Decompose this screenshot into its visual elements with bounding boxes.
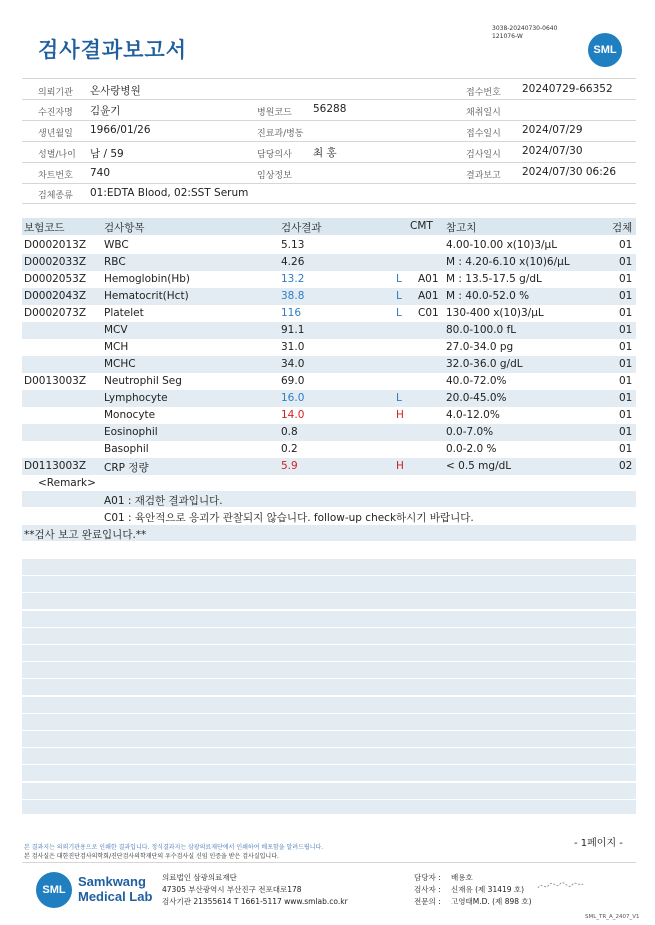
cell-spec: 01: [619, 256, 633, 268]
sampling-date-label: 채취일시: [466, 108, 501, 118]
empty-row: [22, 765, 636, 781]
staff-value: 배용호: [451, 873, 473, 882]
page-title: 검사결과보고서: [38, 38, 188, 62]
header-cmt: CMT: [410, 220, 433, 232]
cell-item: MCH: [104, 341, 129, 353]
sml-logo: SML: [588, 33, 622, 67]
table-row: [22, 373, 636, 390]
cell-item: Eosinophil: [104, 426, 158, 438]
cell-spec: 01: [619, 307, 633, 319]
table-row: [22, 441, 636, 458]
cell-spec: 01: [619, 426, 633, 438]
test-date-label: 검사일시: [466, 150, 501, 160]
cell-item: Monocyte: [104, 409, 156, 421]
cell-result: 5.9: [281, 460, 298, 472]
cell-ref: 0.0-7.0%: [446, 426, 494, 438]
empty-row: [22, 679, 636, 695]
cell-result: 16.0: [281, 392, 305, 404]
cell-spec: 02: [619, 460, 633, 472]
empty-row: [22, 748, 636, 764]
hospital-code-label: 병원코드: [257, 108, 292, 118]
cell-result: 4.26: [281, 256, 305, 268]
institution-value: 온사랑병원: [90, 85, 141, 97]
specialist-label: 전문의 :: [414, 897, 441, 906]
empty-row: [22, 714, 636, 730]
doctor-label: 담당의사: [257, 150, 292, 160]
table-row: [22, 237, 636, 254]
specialist-value: 고영태M.D. (제 898 호): [451, 897, 532, 906]
cell-flag: L: [396, 392, 402, 404]
header-item: 검사항목: [104, 222, 145, 234]
cell-ref: M : 4.20-6.10 x(10)6/μL: [446, 256, 570, 268]
cell-flag: H: [396, 409, 404, 421]
brand-name: Samkwang Medical Lab: [78, 874, 153, 904]
cell-code: D0002013Z: [24, 239, 87, 251]
cell-result: 69.0: [281, 375, 305, 387]
chart-no-label: 차트번호: [38, 171, 73, 181]
table-row: [22, 356, 636, 373]
table-row: [22, 407, 636, 424]
empty-row: [22, 593, 636, 609]
receipt-date-label: 접수일시: [466, 129, 501, 139]
cell-item: Hemoglobin(Hb): [104, 273, 191, 285]
cell-flag: L: [396, 307, 402, 319]
cell-spec: 01: [619, 375, 633, 387]
cell-item: MCHC: [104, 358, 136, 370]
table-row: [22, 322, 636, 339]
cell-spec: 01: [619, 443, 633, 455]
table-row: [22, 424, 636, 441]
hospital-code-value: 56288: [313, 103, 347, 115]
table-row: [22, 305, 636, 322]
cell-result: 0.8: [281, 426, 298, 438]
sml-footer-logo: SML: [36, 872, 72, 908]
cell-ref: 4.00-10.00 x(10)3/μL: [446, 239, 558, 251]
empty-row: [22, 559, 636, 575]
cell-item: Basophil: [104, 443, 149, 455]
cell-spec: 01: [619, 341, 633, 353]
cell-spec: 01: [619, 409, 633, 421]
cell-code: D0013003Z: [24, 375, 87, 387]
cell-result: 13.2: [281, 273, 305, 285]
name-value: 김윤기: [90, 105, 121, 117]
sex-age-value: 남 / 59: [90, 148, 124, 160]
cell-result: 38.8: [281, 290, 305, 302]
doctor-value: 최 홍: [313, 147, 337, 159]
report-date-value: 2024/07/30 06:26: [522, 166, 617, 178]
empty-row: [22, 800, 636, 814]
divider: [22, 141, 636, 142]
name-label: 수진자명: [38, 108, 73, 118]
receipt-no-label: 접수번호: [466, 88, 501, 98]
cell-spec: 01: [619, 324, 633, 336]
cell-code: D0002033Z: [24, 256, 87, 268]
cell-item: WBC: [104, 239, 129, 251]
cell-code: D0002043Z: [24, 290, 87, 302]
empty-row: [22, 628, 636, 644]
divider: [22, 203, 636, 204]
cell-flag: H: [396, 460, 404, 472]
empty-row: [22, 697, 636, 713]
table-row: [22, 288, 636, 305]
empty-row: [22, 645, 636, 661]
cell-ref: 4.0-12.0%: [446, 409, 500, 421]
cell-result: 116: [281, 307, 302, 319]
cell-result: 0.2: [281, 443, 298, 455]
report-complete: **검사 보고 완료입니다.**: [24, 529, 147, 541]
birth-value: 1966/01/26: [90, 124, 151, 136]
cell-result: 5.13: [281, 239, 305, 251]
footer-note-2: 본 검사실은 대한진단검사의학회/진단검사의학재단의 우수검사실 신임 인증을 받은 검사실입니다.: [24, 853, 279, 860]
cell-spec: 01: [619, 290, 633, 302]
receipt-no-value: 20240729-66352: [522, 83, 613, 95]
cell-ref: 130-400 x(10)3/μL: [446, 307, 544, 319]
test-date-value: 2024/07/30: [522, 145, 583, 157]
cell-result: 14.0: [281, 409, 305, 421]
remark-c01: C01 : 육안적으로 응괴가 관찰되지 않습니다. follow-up check하시기 바랍니다.: [104, 512, 474, 524]
tester-value: 신재유 (제 31419 호): [451, 885, 525, 894]
empty-row: [22, 576, 636, 592]
cell-item: Neutrophil Seg: [104, 375, 182, 387]
cell-code: D0002073Z: [24, 307, 87, 319]
table-row: [22, 458, 636, 475]
cell-result: 31.0: [281, 341, 305, 353]
table-row: [22, 271, 636, 288]
cell-result: 34.0: [281, 358, 305, 370]
table-row: [22, 254, 636, 271]
divider: [22, 78, 636, 79]
cell-ref: < 0.5 mg/dL: [446, 460, 512, 472]
cell-ref: M : 13.5-17.5 g/dL: [446, 273, 542, 285]
cell-ref: 20.0-45.0%: [446, 392, 507, 404]
cell-ref: M : 40.0-52.0 %: [446, 290, 530, 302]
table-row: [22, 339, 636, 356]
cell-ref: 0.0-2.0 %: [446, 443, 497, 455]
staff-label: 담당자 :: [414, 873, 441, 882]
divider: [22, 99, 636, 100]
cell-flag: L: [396, 273, 402, 285]
cell-item: MCV: [104, 324, 128, 336]
header-code: 보험코드: [24, 222, 65, 234]
empty-row: [22, 611, 636, 627]
divider: [22, 162, 636, 163]
institution-label: 의뢰기관: [38, 88, 73, 98]
chart-no-value: 740: [90, 167, 111, 179]
cell-ref: 40.0-72.0%: [446, 375, 507, 387]
table-row: [22, 390, 636, 407]
cell-flag: L: [396, 290, 402, 302]
report-date-label: 결과보고: [466, 171, 501, 181]
cell-item: Lymphocyte: [104, 392, 168, 404]
signature-icon: [536, 880, 586, 892]
clinical-label: 임상정보: [257, 171, 292, 181]
cell-item: Platelet: [104, 307, 144, 319]
cell-item: RBC: [104, 256, 126, 268]
cell-spec: 01: [619, 239, 633, 251]
cell-spec: 01: [619, 273, 633, 285]
header-result: 검사결과: [281, 222, 322, 234]
document-id: 3038-20240730-0640 121076-W: [492, 25, 558, 40]
org-contact: 검사기관 21355614 T 1661-5117 www.smlab.co.kr: [162, 897, 348, 906]
empty-row: [22, 662, 636, 678]
cell-ref: 32.0-36.0 g/dL: [446, 358, 523, 370]
cell-code: D0002053Z: [24, 273, 87, 285]
header-ref: 참고치: [446, 222, 477, 234]
footer-note-1: 본 결과지는 의뢰기관용으로 인쇄한 결과입니다. 정식결과지는 삼광의료재단에서 인쇄하여 배포함을 알려드립니다.: [24, 844, 324, 851]
specimen-value: 01:EDTA Blood, 02:SST Serum: [90, 187, 249, 199]
org-name: 의료법인 삼광의료재단: [162, 873, 237, 882]
dept-label: 진료과/병동: [257, 129, 304, 139]
cell-ref: 27.0-34.0 pg: [446, 341, 514, 353]
remark-title: <Remark>: [38, 477, 96, 489]
remark-a01: A01 : 재검한 결과입니다.: [104, 495, 223, 507]
divider: [22, 120, 636, 121]
cell-ref: 80.0-100.0 fL: [446, 324, 517, 336]
page-number: - 1페이지 -: [574, 838, 623, 849]
sex-age-label: 성별/나이: [38, 150, 76, 160]
cell-item: Hematocrit(Hct): [104, 290, 189, 302]
birth-label: 생년월일: [38, 129, 73, 139]
form-version: SML_TR_A_2407_V1: [585, 914, 640, 920]
cell-cmt: A01: [418, 290, 439, 302]
org-address: 47305 부산광역시 부산진구 전포대로178: [162, 885, 302, 894]
header-specimen: 검체: [612, 222, 633, 234]
empty-row: [22, 783, 636, 799]
divider: [22, 183, 636, 184]
cell-cmt: A01: [418, 273, 439, 285]
cell-spec: 01: [619, 392, 633, 404]
tester-label: 검사자 :: [414, 885, 441, 894]
cell-spec: 01: [619, 358, 633, 370]
divider: [22, 862, 636, 863]
cell-result: 91.1: [281, 324, 305, 336]
empty-row: [22, 731, 636, 747]
cell-cmt: C01: [418, 307, 439, 319]
cell-item: CRP 정량: [104, 462, 149, 474]
receipt-date-value: 2024/07/29: [522, 124, 583, 136]
specimen-label: 검체종류: [38, 191, 73, 201]
cell-code: D0113003Z: [24, 460, 87, 472]
